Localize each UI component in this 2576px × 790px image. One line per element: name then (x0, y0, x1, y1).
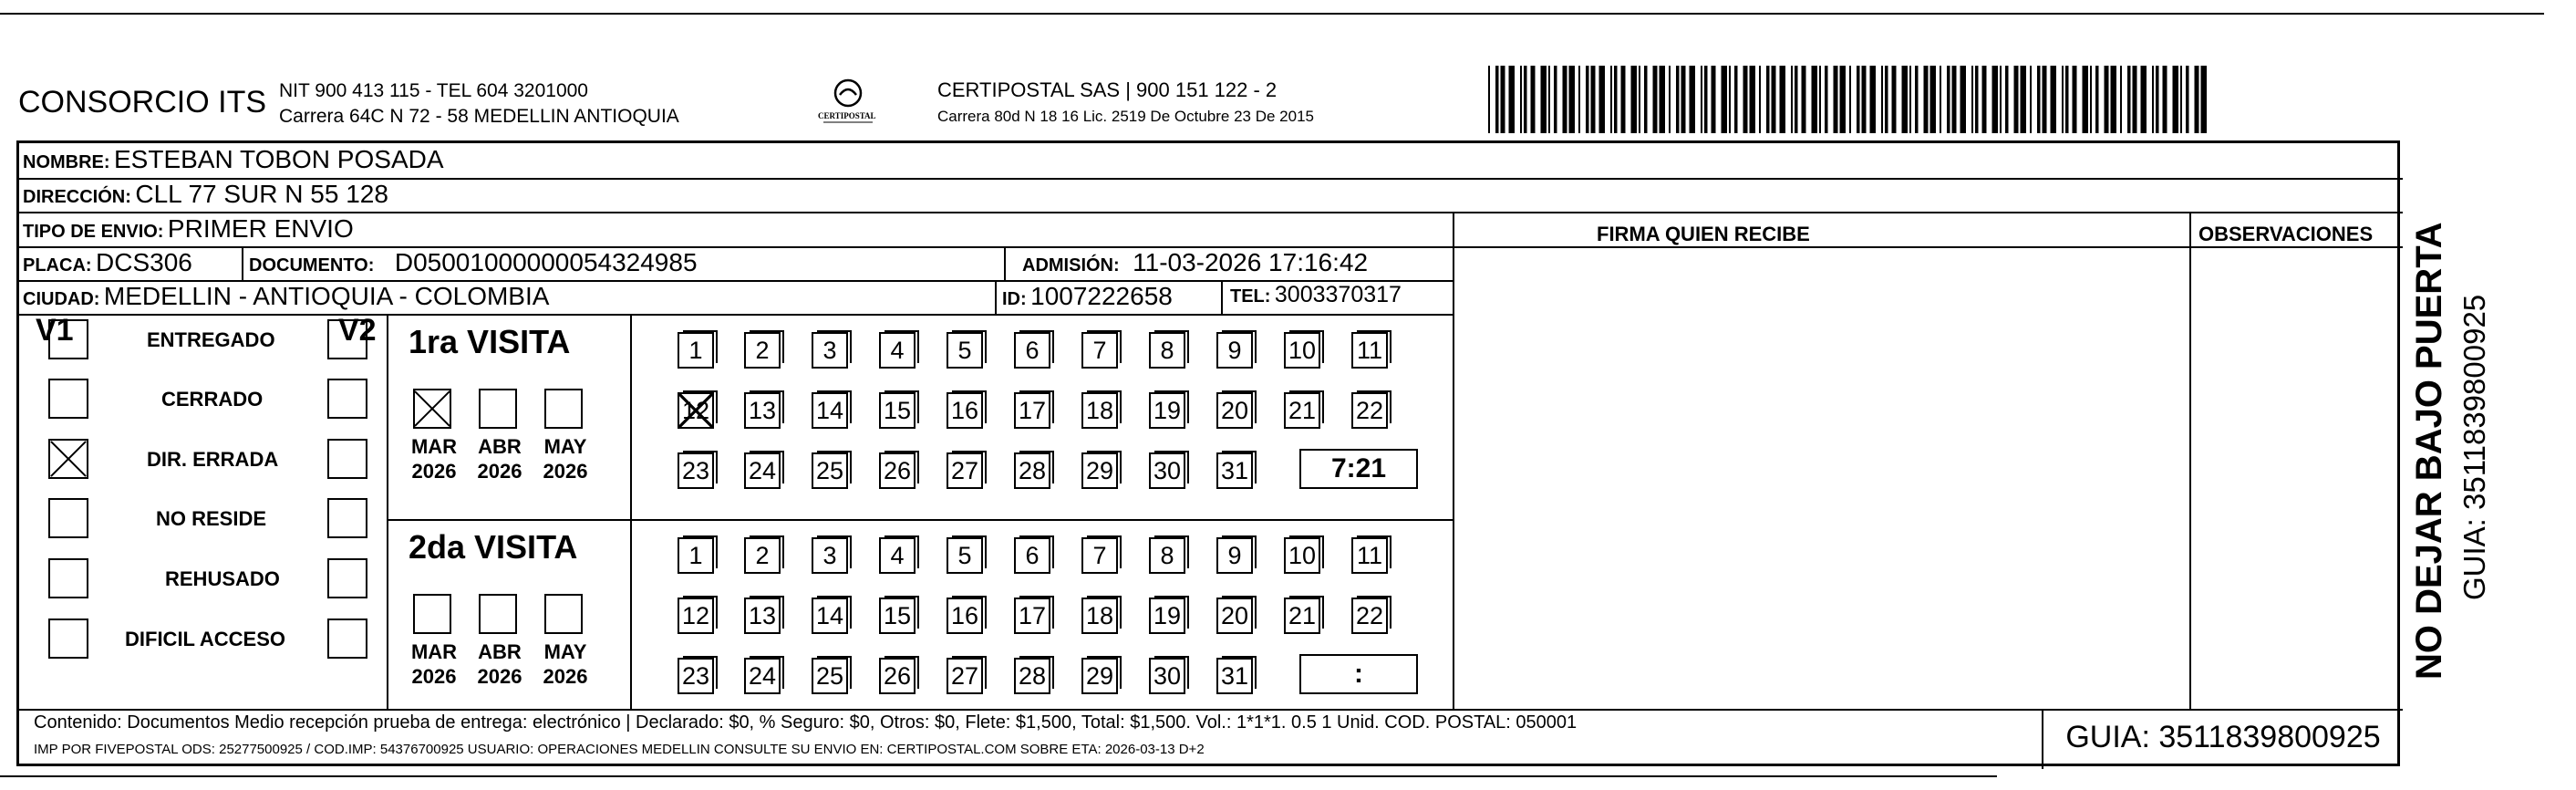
day-box[interactable]: 22 (1351, 392, 1388, 429)
day-box[interactable]: 14 (812, 392, 848, 429)
barcode-bar (2021, 66, 2027, 133)
barcode-bar (2152, 66, 2154, 133)
visit-title: 1ra VISITA (409, 323, 571, 360)
month-year: 2026 (477, 460, 522, 483)
day-box[interactable]: 9 (1216, 537, 1253, 574)
status-v1-checkbox[interactable] (48, 379, 88, 419)
day-box[interactable]: 31 (1216, 452, 1253, 489)
day-box[interactable]: 12 (678, 598, 714, 634)
day-box[interactable]: 24 (744, 658, 781, 694)
day-box[interactable]: 27 (947, 452, 983, 489)
barcode-bar (1819, 66, 1821, 133)
month-name: MAY (543, 435, 587, 458)
day-box[interactable]: 25 (812, 452, 848, 489)
barcode-bar (2195, 66, 2199, 133)
barcode-bar (2051, 66, 2057, 133)
footer-content: Contenido: Documentos Medio recepción prueba de entrega: electrónico | Declarado: $0, % Seguro: $0, Otros: $0, Flete: $1,500, Total: $1,500. Vol.: 1*1*1. 0.5 1 Unid. COD. POSTAL: 050001 (34, 712, 1578, 733)
barcode-bar (1734, 66, 1738, 133)
status-v1-checkbox[interactable] (48, 498, 88, 538)
nombre-label: NOMBRE: (23, 152, 110, 172)
barcode-bar (1743, 66, 1748, 133)
day-box[interactable]: 29 (1081, 658, 1118, 694)
barcode-bar (2201, 66, 2208, 133)
barcode-bar (1947, 66, 1950, 133)
barcode-bar (1599, 66, 1606, 133)
status-label: REHUSADO (165, 567, 280, 590)
barcode-bar (1586, 66, 1589, 133)
day-box[interactable]: 28 (1014, 452, 1050, 489)
day-box[interactable]: 2 (744, 537, 781, 574)
status-label: DIR. ERRADA (147, 448, 279, 471)
day-box[interactable]: 10 (1284, 332, 1320, 369)
barcode-bar (2173, 66, 2179, 133)
day-box[interactable]: 17 (1014, 392, 1050, 429)
admision-cell (1022, 248, 1368, 277)
barcode-bar (1631, 66, 1638, 133)
barcode-bar (1834, 66, 1838, 133)
month-name: MAR (410, 435, 458, 458)
day-box[interactable]: 22 (1351, 598, 1388, 634)
visit-divider (387, 519, 1454, 521)
month-year: 2026 (411, 665, 457, 688)
guia-number: GUIA: 3511839800925 (2042, 709, 2403, 769)
barcode-bar (1704, 66, 1708, 133)
ciudad-label: CIUDAD: (23, 289, 100, 309)
barcode-bar (1902, 66, 1909, 133)
direccion-label: DIRECCIÓN: (23, 187, 131, 207)
barcode-bar (1870, 66, 1877, 133)
barcode-bar (1569, 66, 1576, 133)
id-label: ID: (1002, 289, 1027, 309)
day-box[interactable]: 8 (1149, 537, 1185, 574)
barcode-bar (2180, 66, 2182, 133)
barcode-bar (2005, 66, 2009, 133)
month-label (471, 639, 528, 689)
tel-label: TEL: (1230, 286, 1271, 307)
placa-label: PLACA: (23, 255, 92, 275)
barcode-bar (1885, 66, 1888, 133)
col-divider (995, 280, 997, 314)
barcode-bar (1909, 66, 1911, 133)
month-checkbox[interactable] (544, 594, 583, 634)
placa-value: DCS306 (96, 248, 192, 276)
month-name: ABR (478, 640, 522, 663)
barcode-bar (1520, 66, 1522, 133)
col-divider (1004, 246, 1006, 280)
barcode-bar (1791, 66, 1793, 133)
day-box[interactable]: 19 (1149, 598, 1185, 634)
placa-cell (23, 248, 192, 277)
barcode-bar (1952, 66, 1957, 133)
month-checkbox[interactable] (413, 389, 451, 429)
barcode-bar (2062, 66, 2064, 133)
barcode-bar (2141, 66, 2147, 133)
firma-header: FIRMA QUIEN RECIBE (1597, 223, 1810, 245)
documento-label: DOCUMENTO: (249, 255, 375, 275)
col-divider (630, 314, 632, 709)
day-box[interactable]: 6 (1014, 537, 1050, 574)
id-cell (1002, 282, 1173, 311)
barcode-bar (1915, 66, 1919, 133)
nombre-value: ESTEBAN TOBON POSADA (114, 145, 444, 173)
day-box[interactable]: 16 (947, 392, 983, 429)
barcode-bar (2014, 66, 2019, 133)
barcode-bar (1971, 66, 1973, 133)
barcode-bar (2090, 66, 2092, 133)
status-v1-checkbox[interactable] (48, 618, 88, 659)
day-box[interactable]: 1 (678, 332, 714, 369)
tel-cell (1230, 282, 1402, 308)
barcode-bar (1930, 66, 1937, 133)
day-box[interactable]: 7 (1081, 332, 1118, 369)
barcode-bar (2037, 66, 2041, 133)
certipostal-name: CERTIPOSTAL SAS | 900 151 122 - 2 (937, 78, 1278, 101)
day-box[interactable]: 23 (678, 452, 714, 489)
side-guia: GUIA: 3511839800925 (2457, 294, 2491, 600)
col-divider (1453, 212, 1454, 709)
barcode-bar (1992, 66, 1999, 133)
barcode-bar (2095, 66, 2099, 133)
day-box[interactable]: 18 (1081, 598, 1118, 634)
day-box[interactable]: 3 (812, 537, 848, 574)
barcode-bar (1857, 66, 1860, 133)
barcode-bar (1750, 66, 1756, 133)
direccion-value: CLL 77 SUR N 55 128 (135, 180, 388, 208)
day-box[interactable]: 9 (1216, 332, 1253, 369)
day-box[interactable]: 31 (1216, 658, 1253, 694)
day-box[interactable]: 15 (879, 392, 916, 429)
barcode-bar (1621, 66, 1626, 133)
day-box[interactable]: 5 (947, 537, 983, 574)
admision-label: ADMISIÓN: (1022, 255, 1120, 275)
day-box[interactable]: 19 (1149, 392, 1185, 429)
barcode-bar (2186, 66, 2189, 133)
status-v2-checkbox[interactable] (327, 439, 367, 479)
certipostal-license: Carrera 80d N 18 16 Lic. 2519 De Octubre 23 De 2015 (937, 108, 1314, 125)
barcode-bar (1862, 66, 1867, 133)
month-year: 2026 (543, 460, 588, 483)
bottom-border (0, 775, 1997, 777)
barcode-bar (1729, 66, 1731, 133)
barcode-bar (2043, 66, 2047, 133)
visit-time[interactable]: 7:21 (1299, 449, 1418, 489)
day-box[interactable]: 21 (1284, 598, 1320, 634)
col-divider (1221, 280, 1223, 314)
month-year: 2026 (411, 460, 457, 483)
barcode-bar (2083, 66, 2089, 133)
day-box[interactable]: 11 (1351, 332, 1388, 369)
barcode-bar (1892, 66, 1897, 133)
day-box[interactable]: 8 (1149, 332, 1185, 369)
barcode-bar (1578, 66, 1580, 133)
id-value: 1007222658 (1030, 282, 1173, 310)
observaciones-header: OBSERVACIONES (2198, 223, 2374, 245)
barcode-bar (2111, 66, 2117, 133)
documento-value: D05001000000054324985 (394, 248, 698, 276)
barcode-bar (1825, 66, 1828, 133)
barcode-bar (2030, 66, 2032, 133)
month-name: MAR (410, 640, 458, 663)
barcode-bar (1722, 66, 1728, 133)
day-box[interactable]: 3 (812, 332, 848, 369)
v1-header: V1 (36, 313, 74, 348)
day-box[interactable]: 12 (678, 392, 714, 429)
day-box[interactable]: 26 (879, 658, 916, 694)
barcode-bar (1644, 66, 1648, 133)
barcode-bar (1681, 66, 1686, 133)
barcode-bar (1795, 66, 1798, 133)
barcode-bar (1975, 66, 1979, 133)
day-box[interactable]: 2 (744, 332, 781, 369)
month-label (406, 434, 462, 483)
month-label (537, 434, 594, 483)
status-v2-checkbox[interactable] (327, 319, 367, 359)
day-box[interactable]: 30 (1149, 452, 1185, 489)
tel-value: 3003370317 (1274, 282, 1402, 307)
barcode-bar (1924, 66, 1929, 133)
col-divider (387, 314, 388, 709)
tipo-row (23, 214, 354, 244)
visit-time[interactable]: : (1299, 654, 1418, 694)
company-info (279, 78, 679, 130)
delivery-form (16, 140, 2400, 766)
barcode-bar (1840, 66, 1847, 133)
day-box[interactable]: 11 (1351, 537, 1388, 574)
barcode-bar (1541, 66, 1547, 133)
barcode-bar (1509, 66, 1516, 133)
barcode-bar (1701, 66, 1702, 133)
side-warning: NO DEJAR BAJO PUERTA (2409, 222, 2449, 680)
footer-print-info: IMP POR FIVEPOSTAL ODS: 25277500925 / COD.IMP: 54376700925 USUARIO: OPERACIONES MEDELLIN CONSULTE SU ENVIO EN: CERTIPOSTAL.COM SOBRE ETA: 2026-03-13 D+2 (34, 742, 1205, 757)
day-box[interactable]: 5 (947, 332, 983, 369)
row-divider (1454, 246, 2403, 248)
month-checkbox[interactable] (479, 389, 517, 429)
row-divider (19, 314, 1454, 316)
direccion-row (23, 180, 388, 209)
day-box[interactable]: 7 (1081, 537, 1118, 574)
barcode-bar (2156, 66, 2159, 133)
barcode-bar (1614, 66, 1618, 133)
barcode-bar (1563, 66, 1567, 133)
barcode-bar (1982, 66, 1987, 133)
admision-value: 11-03-2026 17:16:42 (1133, 248, 1369, 276)
barcode-bar (1780, 66, 1786, 133)
month-checkbox[interactable] (479, 594, 517, 634)
barcode-bar (1591, 66, 1596, 133)
barcode-bar (1802, 66, 1806, 133)
barcode-bar (2163, 66, 2167, 133)
day-box[interactable]: 4 (879, 332, 916, 369)
day-box[interactable]: 18 (1081, 392, 1118, 429)
status-v2-checkbox[interactable] (327, 618, 367, 659)
day-box[interactable]: 26 (879, 452, 916, 489)
barcode-bar (2105, 66, 2109, 133)
month-year: 2026 (543, 665, 588, 688)
status-label: ENTREGADO (147, 328, 275, 351)
barcode (1488, 66, 2216, 133)
barcode-bar (1501, 66, 1505, 133)
day-box[interactable]: 20 (1216, 392, 1253, 429)
barcode-bar (1690, 66, 1696, 133)
status-label: CERRADO (161, 388, 264, 411)
day-box[interactable]: 29 (1081, 452, 1118, 489)
barcode-bar (1495, 66, 1499, 133)
day-box[interactable]: 16 (947, 598, 983, 634)
barcode-bar (1812, 66, 1818, 133)
status-v1-checkbox[interactable] (48, 439, 88, 479)
status-v2-checkbox[interactable] (327, 498, 367, 538)
top-border (0, 13, 2544, 15)
day-box[interactable]: 13 (744, 392, 781, 429)
barcode-bar (2000, 66, 2002, 133)
barcode-bar (1554, 66, 1557, 133)
logo-text: CERTIPOSTAL (818, 111, 876, 120)
day-box[interactable]: 20 (1216, 598, 1253, 634)
barcode-bar (2073, 66, 2077, 133)
ciudad-cell (23, 282, 549, 311)
barcode-bar (1548, 66, 1550, 133)
status-v2-checkbox[interactable] (327, 558, 367, 598)
barcode-bar (1766, 66, 1770, 133)
row-divider (19, 212, 2403, 213)
day-box[interactable]: 6 (1014, 332, 1050, 369)
day-box[interactable]: 25 (812, 658, 848, 694)
barcode-bar (1772, 66, 1776, 133)
day-box[interactable]: 13 (744, 598, 781, 634)
barcode-bar (1676, 66, 1680, 133)
day-box[interactable]: 17 (1014, 598, 1050, 634)
month-checkbox[interactable] (413, 594, 451, 634)
col-divider (242, 246, 243, 280)
day-box[interactable]: 21 (1284, 392, 1320, 429)
documento-cell (249, 248, 698, 277)
barcode-bar (1940, 66, 1941, 133)
v2-header: V2 (338, 313, 377, 348)
day-box[interactable]: 24 (744, 452, 781, 489)
barcode-bar (1531, 66, 1536, 133)
barcode-bar (2120, 66, 2122, 133)
barcode-bar (1488, 66, 1490, 133)
barcode-bar (1639, 66, 1640, 133)
status-label: DIFICIL ACCESO (125, 628, 286, 650)
col-divider (2189, 212, 2191, 709)
day-box[interactable]: 10 (1284, 537, 1320, 574)
month-label (471, 434, 528, 483)
company-name: CONSORCIO ITS (18, 85, 267, 120)
month-label (537, 639, 594, 689)
barcode-bar (1524, 66, 1527, 133)
day-box[interactable]: 1 (678, 537, 714, 574)
barcode-bar (1960, 66, 1967, 133)
status-v1-checkbox[interactable] (48, 319, 88, 359)
day-box[interactable]: 4 (879, 537, 916, 574)
tipo-label: TIPO DE ENVIO: (23, 222, 164, 242)
day-box[interactable]: 15 (879, 598, 916, 634)
barcode-bar (1669, 66, 1671, 133)
barcode-bar (1610, 66, 1612, 133)
month-year: 2026 (477, 665, 522, 688)
day-box[interactable]: 27 (947, 658, 983, 694)
barcode-bar (2065, 66, 2069, 133)
barcode-bar (1653, 66, 1658, 133)
barcode-bar (2133, 66, 2137, 133)
barcode-bar (1849, 66, 1851, 133)
month-checkbox[interactable] (544, 389, 583, 429)
status-label: NO RESIDE (156, 507, 267, 530)
barcode-bar (1881, 66, 1883, 133)
day-box[interactable]: 30 (1149, 658, 1185, 694)
tipo-value: PRIMER ENVIO (167, 214, 354, 243)
status-v1-checkbox[interactable] (48, 558, 88, 598)
nombre-row (23, 145, 444, 174)
day-box[interactable]: 28 (1014, 658, 1050, 694)
company-address: Carrera 64C N 72 - 58 MEDELLIN ANTIOQUIA (279, 106, 679, 127)
month-label (406, 639, 462, 689)
barcode-bar (1759, 66, 1761, 133)
day-box[interactable]: 14 (812, 598, 848, 634)
month-name: ABR (478, 435, 522, 458)
barcode-bar (1660, 66, 1666, 133)
company-nit: NIT 900 413 115 - TEL 604 3201000 (279, 80, 588, 101)
barcode-bar (1712, 66, 1716, 133)
barcode-bar (2127, 66, 2131, 133)
visit-title: 2da VISITA (409, 528, 578, 566)
day-box[interactable]: 23 (678, 658, 714, 694)
status-v2-checkbox[interactable] (327, 379, 367, 419)
ciudad-value: MEDELLIN - ANTIOQUIA - COLOMBIA (103, 282, 550, 310)
month-name: MAY (543, 640, 587, 663)
certipostal-logo (816, 75, 880, 130)
